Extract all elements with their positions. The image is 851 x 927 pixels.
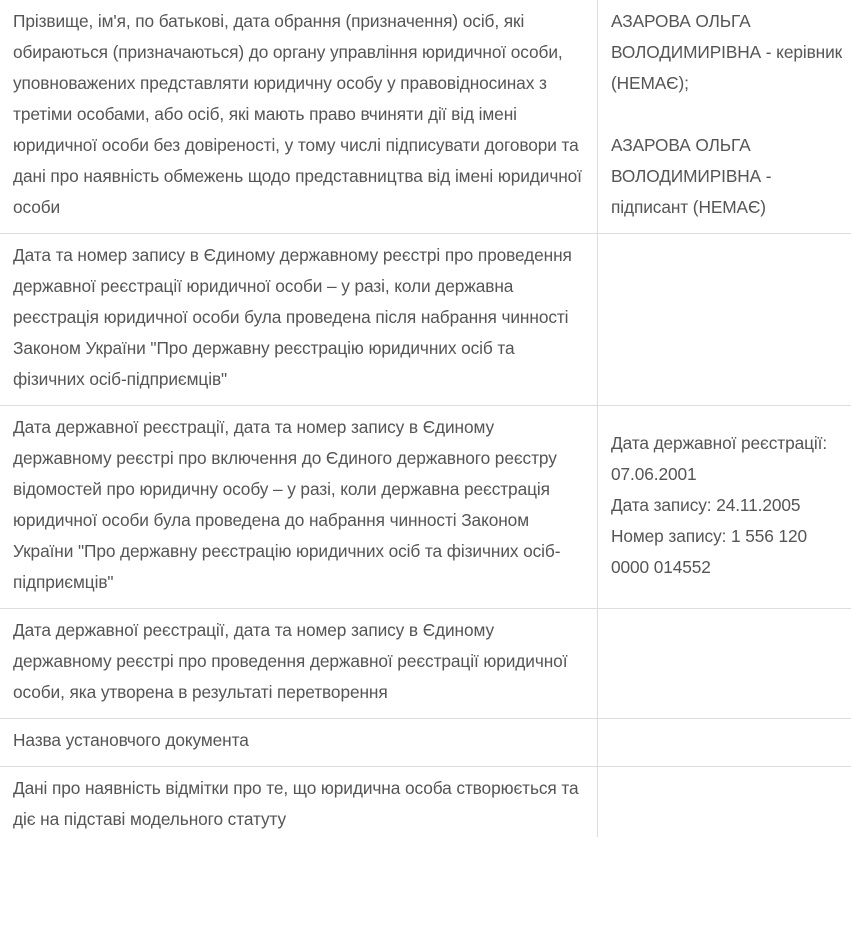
table-row xyxy=(0,234,851,406)
authorized-person-head: АЗАРОВА ОЛЬГА ВОЛОДИМИРІВНА - керівник (НЕМАЄ); xyxy=(611,11,843,93)
table-row xyxy=(0,767,851,838)
table-row xyxy=(0,719,851,767)
row-value-authorized-persons xyxy=(598,0,851,234)
row-value-registration-record-after-law xyxy=(598,234,851,406)
table-row xyxy=(0,406,851,609)
record-number: Номер запису: 1 556 120 0000 014552 xyxy=(611,525,808,577)
row-label-model-statute-mark: Дані про наявність відмітки про те, що юридична особа створюється та діє на підставі модельного статуту xyxy=(0,767,598,838)
table-row xyxy=(0,0,851,234)
registration-date: Дата державної реєстрації: 07.06.2001 xyxy=(611,432,828,484)
row-value-model-statute-mark xyxy=(598,767,851,838)
row-label-transformation-registration: Дата державної реєстрації, дата та номер запису в Єдиному державному реєстрі про проведення державної реєстрації юридичної особи, яка утворена в результаті перетворення xyxy=(0,609,598,719)
row-label-registration-record-after-law: Дата та номер запису в Єдиному державному реєстрі про проведення державної реєстрації юридичної особи – у разі, коли державна реєстрація юридичної особи була проведена після набрання чинності Законом України "Про державну реєстрацію юридичних осіб та фізичних осіб-підприємців" xyxy=(0,234,598,406)
row-value-registration-before-law xyxy=(598,406,851,609)
row-value-founding-document-name xyxy=(598,719,851,767)
authorized-person-signer: АЗАРОВА ОЛЬГА ВОЛОДИМИРІВНА - підписант (НЕМАЄ) xyxy=(611,135,772,217)
row-label-authorized-persons: Прізвище, ім'я, по батькові, дата обрання (призначення) осіб, які обираються (призначаються) до органу управління юридичної особи, уповноважених представляти юридичну особу у правовідносинах з третіми особами, або осіб, які мають право вчиняти дії від імені юридичної особи без довіреності, у тому числі підписувати договори та дані про наявність обмежень щодо представництва від імені юридичної особи xyxy=(0,0,598,234)
table-row xyxy=(0,609,851,719)
row-label-founding-document-name: Назва установчого документа xyxy=(0,719,598,767)
record-date: Дата запису: 24.11.2005 xyxy=(611,494,801,515)
row-label-registration-before-law: Дата державної реєстрації, дата та номер запису в Єдиному державному реєстрі про включення до Єдиного державного реєстру відомостей про юридичну особу – у разі, коли державна реєстрація юридичної особи була проведена до набрання чинності Законом України "Про державну реєстрацію юридичних осіб та фізичних осіб-підприємців" xyxy=(0,406,598,609)
row-value-transformation-registration xyxy=(598,609,851,719)
